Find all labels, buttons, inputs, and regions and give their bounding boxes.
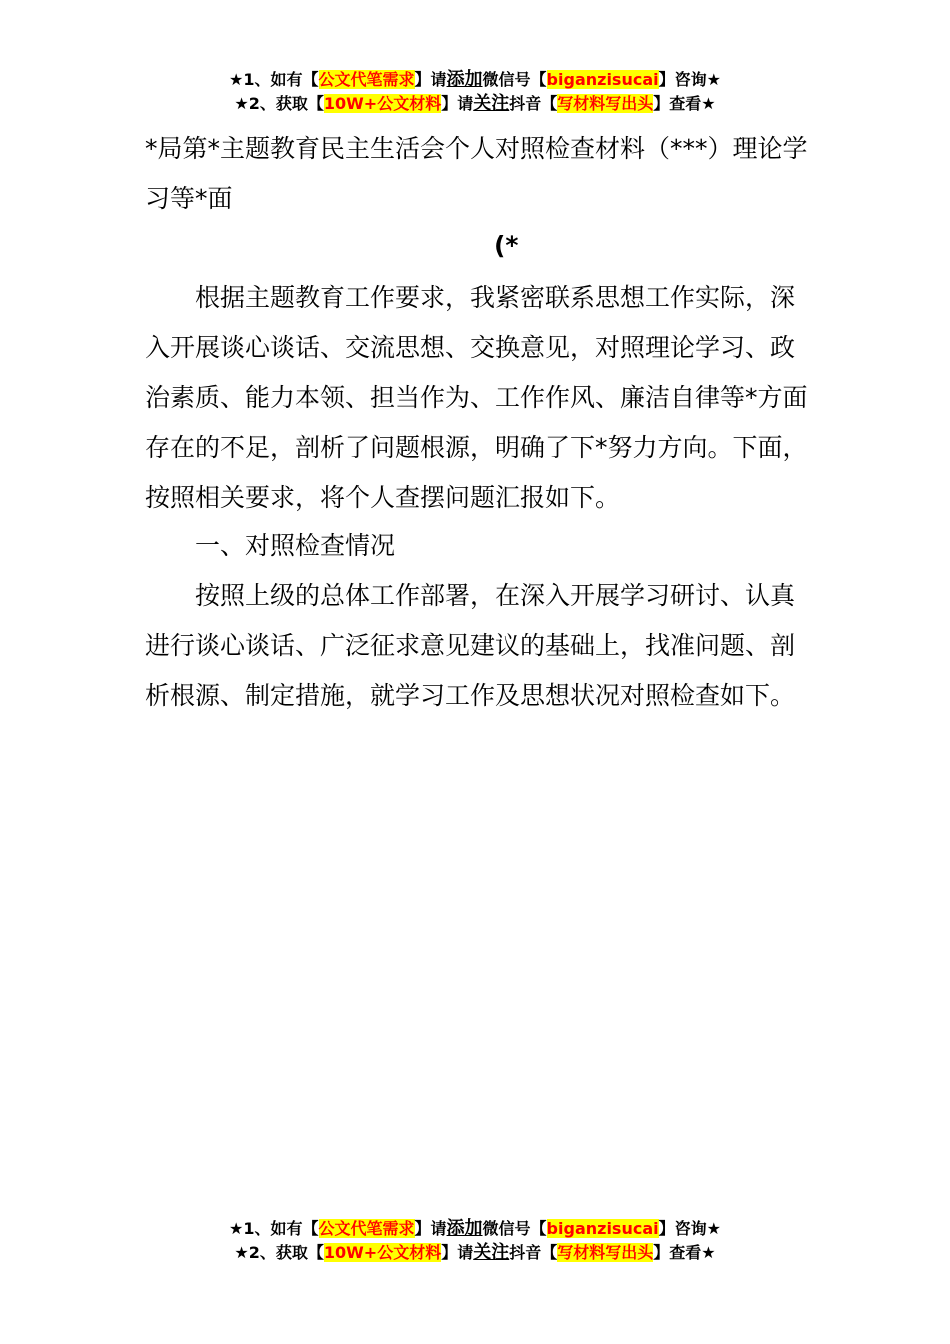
banner-text: 】请 (414, 1219, 447, 1238)
footer-banner (0, 1217, 950, 1265)
banner-highlight: 写材料写出头 (557, 94, 654, 113)
header-banner (0, 68, 950, 116)
banner-text: ★2、获取【 (234, 1243, 324, 1262)
banner-highlight: 写材料写出头 (557, 1243, 654, 1262)
banner-line-1 (0, 1217, 950, 1241)
banner-highlight: 10W+公文材料 (323, 1243, 442, 1262)
banner-text: ★1、如有【 (229, 1219, 319, 1238)
banner-text: 抖音【 (509, 1243, 558, 1262)
banner-highlight: 公文代笔需求 (318, 70, 415, 89)
banner-highlight: 公文代笔需求 (318, 1219, 415, 1238)
document-title: *局第*主题教育民主生活会个人对照检查材料（***）理论学习等*面 (145, 134, 808, 213)
banner-text: 】查看★ (653, 94, 716, 113)
banner-text: 】请 (441, 94, 474, 113)
body-paragraph-intro: 根据主题教育工作要求，我紧密联系思想工作实际，深入开展谈心谈话、交流思想、交换意见，对照理论学习、政治素质、能力本领、担当作为、工作作风、廉洁自律等*方面存在的不足，剖析了问题根源，明确了下*努力方向。下面，按照相关要求，将个人查摆问题汇报如下。 (145, 283, 808, 512)
document-subtitle: (* (494, 231, 519, 260)
banner-text: ★2、获取【 (234, 94, 324, 113)
banner-highlight: biganzisucai (546, 70, 659, 89)
section-heading: 一、对照检查情况 (195, 531, 396, 560)
banner-emphasis: 添加 (446, 69, 483, 90)
banner-emphasis: 关注 (473, 93, 510, 114)
banner-highlight: 10W+公文材料 (323, 94, 442, 113)
banner-highlight: biganzisucai (546, 1219, 659, 1238)
banner-line-2 (0, 1241, 950, 1265)
banner-text: ★1、如有【 (229, 70, 319, 89)
banner-text: 】咨询★ (658, 70, 721, 89)
banner-line-2 (0, 92, 950, 116)
body-paragraph-section: 按照上级的总体工作部署，在深入开展学习研讨、认真进行谈心谈话、广泛征求意见建议的基础上，找准问题、剖析根源、制定措施，就学习工作及思想状况对照检查如下。 (145, 581, 796, 710)
banner-text: 】请 (441, 1243, 474, 1262)
banner-emphasis: 添加 (446, 1218, 483, 1239)
banner-text: 】请 (414, 70, 447, 89)
banner-text: 】咨询★ (658, 1219, 721, 1238)
banner-text: 微信号【 (482, 70, 547, 89)
banner-text: 微信号【 (482, 1219, 547, 1238)
banner-line-1 (0, 68, 950, 92)
banner-emphasis: 关注 (473, 1242, 510, 1263)
banner-text: 抖音【 (509, 94, 558, 113)
banner-text: 】查看★ (653, 1243, 716, 1262)
